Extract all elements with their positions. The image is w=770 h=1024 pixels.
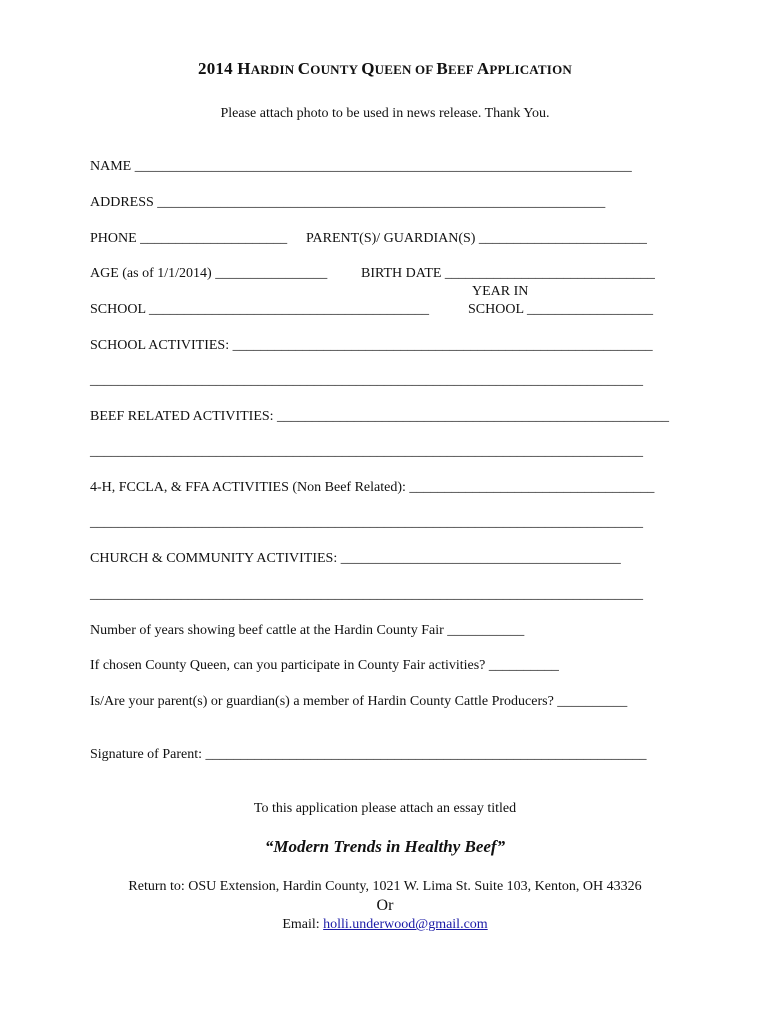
title-part: Q — [361, 59, 375, 78]
title-part: PPLICATION — [489, 62, 572, 77]
school-field[interactable]: SCHOOL ________________________________________ — [90, 302, 429, 317]
address-field[interactable]: ADDRESS ________________________________________________________________ — [90, 195, 606, 210]
attach-essay-note: To this application please attach an essay titled — [253, 801, 517, 816]
or-separator: Or — [376, 897, 394, 914]
member-field[interactable]: Is/Are your parent(s) or guardian(s) a member of Hardin County Cattle Producers? __________ — [90, 694, 628, 709]
church-activities-field[interactable]: CHURCH & COMMUNITY ACTIVITIES: ________________________________________ — [90, 551, 621, 566]
return-address: Return to: OSU Extension, Hardin County, 1021 W. Lima St. Suite 103, Kenton, OH 43326 — [128, 879, 642, 894]
subtitle: Please attach photo to be used in news release. Thank You. — [220, 106, 550, 121]
signature-field[interactable]: Signature of Parent: _______________________________________________________________ — [90, 747, 647, 762]
title-part: OUNTY — [310, 62, 362, 77]
title-part: B — [436, 59, 448, 78]
years-showing-field[interactable]: Number of years showing beef cattle at the Hardin County Fair ___________ — [90, 623, 525, 638]
birth-date-field[interactable]: BIRTH DATE ______________________________ — [361, 266, 655, 281]
participate-field[interactable]: If chosen County Queen, can you participate in County Fair activities? __________ — [90, 658, 559, 673]
page-title — [0, 61, 770, 78]
title-part: A — [476, 59, 490, 78]
beef-activities-line[interactable]: _______________________________________________________________________________ — [90, 444, 643, 459]
church-activities-line[interactable]: _______________________________________________________________________________ — [90, 587, 643, 602]
email-line — [0, 917, 770, 933]
title-part: EEF — [447, 62, 477, 77]
beef-activities-field[interactable]: BEEF RELATED ACTIVITIES: ________________________________________________________ — [90, 409, 670, 424]
title-part: 2014 H — [198, 59, 251, 78]
school-activities-field[interactable]: SCHOOL ACTIVITIES: ____________________________________________________________ — [90, 338, 653, 353]
email-link[interactable]: holli.underwood@gmail.com — [323, 917, 488, 932]
year-in-label: YEAR IN — [472, 284, 529, 299]
phone-field[interactable]: PHONE _____________________ — [90, 231, 288, 246]
title-part: ARDIN — [250, 62, 298, 77]
essay-title: “Modern Trends in Healthy Beef” — [264, 837, 506, 856]
four-h-activities-line[interactable]: _______________________________________________________________________________ — [90, 515, 643, 530]
name-field[interactable]: NAME _______________________________________________________________________ — [90, 159, 632, 174]
school-year-field[interactable]: SCHOOL __________________ — [468, 302, 653, 317]
guardian-field[interactable]: PARENT(S)/ GUARDIAN(S) ________________________ — [306, 231, 647, 246]
email-label: Email: — [282, 917, 324, 932]
title-part: C — [297, 59, 311, 78]
age-field[interactable]: AGE (as of 1/1/2014) ________________ — [90, 266, 328, 281]
four-h-activities-field[interactable]: 4-H, FCCLA, & FFA ACTIVITIES (Non Beef Related): ___________________________________ — [90, 480, 655, 495]
school-activities-line[interactable]: _______________________________________________________________________________ — [90, 373, 643, 388]
title-part: UEEN OF — [374, 62, 437, 77]
